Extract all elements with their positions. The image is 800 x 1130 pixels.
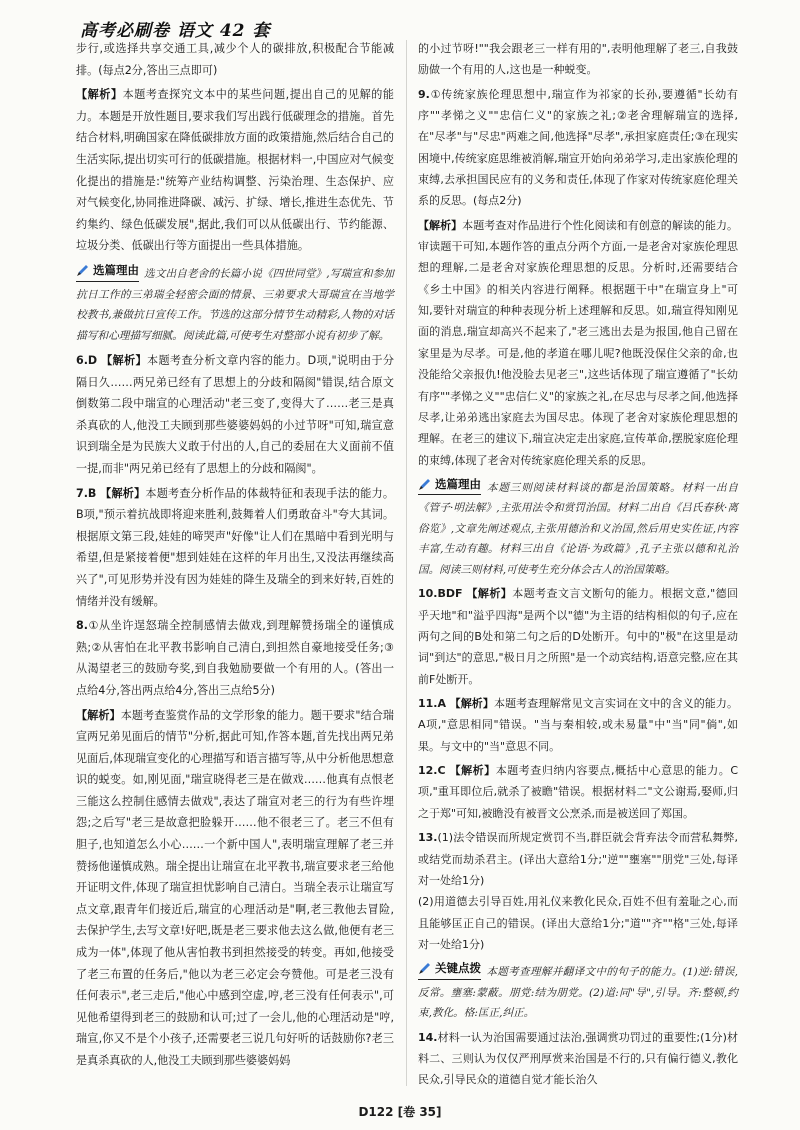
- reason-note-2: [418, 474, 738, 581]
- intro-analysis: [76, 84, 394, 257]
- question-13-part-2: (2)用道德去引导百姓,用礼仪来教化民众,百姓不但有羞耻之心,而且能够匡正自己的错误。(译出大意给1分;"道""齐""格"三处,每译对一处给1分): [418, 895, 738, 951]
- pen-icon: [76, 264, 90, 277]
- question-7: [76, 483, 394, 613]
- intro-answer: 步行,或选择共享交通工具,减少个人的碳排放,积极配合节能减排。(每点2分,答出三点即可): [76, 42, 394, 77]
- q6-text: 本题考查分析文章内容的能力。D项,"说明由于分隔日久……两兄弟已经有了思想上的分歧和隔阂"错误,结合原文倒数第二段中瑞宣的心理活动"老三变了,变得大了……老三是真杀真砍的人,他没工夫顾到那些婆婆妈妈的小过节呀"可知,瑞宣意识到瑞全是为民族大义敢于付出的人,自己的委屈在大义面前不值一提,而非"两兄弟已经有了思想上的分歧和隔阂"。: [76, 354, 394, 475]
- q12-number: 12.C: [418, 764, 446, 778]
- reason-note: [76, 260, 394, 347]
- reason-label-2: [418, 474, 481, 496]
- q11-tag: 【解析】: [449, 697, 494, 711]
- q12-text: 本题考查归纳内容要点,概括中心意思的能力。C项,"重耳即位后,就杀了被瞻"错误。根据材料二"文公谢焉,娶师,归之于郑"可知,被瞻没有被晋文公烹杀,而是被送回了郑国。: [418, 764, 739, 820]
- question-12: [418, 760, 738, 824]
- q9-tag: 【解析】: [418, 218, 463, 232]
- q6-tag: 【解析】: [101, 354, 147, 368]
- reason-label-text: 选篇理由: [93, 262, 139, 277]
- column-divider: [406, 40, 407, 1086]
- keypoint-note: [418, 958, 738, 1023]
- page-title: 高考必刷卷 语文 42 套: [80, 21, 271, 41]
- q8-answer: ①从坐许逞怒瑞全控制感情去做戏,到理解赞扬瑞全的谨慎成熟;②从害怕在北平教书影响自己清白,到担然自豪地接受任务;③从渴望老三的鼓励夸奖,到自我勉励要做一个有用的人。(答出一点给4分,答出两点给4分,答出三点给5分): [76, 619, 394, 697]
- reason-text: 选文出自老舍的长篇小说《四世同堂》,写瑞宣和参加抗日工作的三弟瑞全轻密会面的情景、三弟要求大哥瑞宣在当地学校教书,兼做抗日宣传工作。节选的这部分情节生动精彩,人物的对话描写和心理描写细腻。阅读此篇,可使考生对整部小说有初步了解。: [76, 266, 394, 343]
- analysis-text: 本题考查探究文本中的某些问题,提出自己的见解的能力。本题是开放性题目,要求我们写出践行低碳理念的措施。首先结合材料,明确国家在降低碳排放方面的政策措施,然后结合自己的生活实际,提出切实可行的低碳措施。根据材料一,中国应对气候变化提出的措施是:"统筹产业结构调整、污染治理、生态保护、应对气候变化,协同推进降碳、减污、扩绿、增长,推进生态优先、节约集约、绿色低碳发展",据此,我们可以从低碳出行、节约能源、垃圾分类、低碳出行等方面提出一些具体措施。: [76, 88, 394, 253]
- q14-text: 材料一认为治国需要通过法治,强调赏功罚过的重要性;(1分)材料二、三则认为仅仅严刑厚赏来治国是不行的,只有偏行德义,教化民众,引导民众的道德自觉才能长治久: [418, 1030, 738, 1087]
- q8-number: 8.: [76, 619, 88, 633]
- q9-answer: ①传统家族伦理思想中,瑞宣作为祁家的长孙,要遵循"长幼有序""孝悌之义""忠信仁义"的家族之礼;②老舍理解瑞宣的选择,在"尽孝"与"尽忠"两难之间,他选择"尽孝",承担家庭责任;③在现实困境中,传统家庭思维被消解,瑞宣开始向弟弟学习,走出家族伦理的束缚,去承担国民应有的义务和责任,体现了作家对传统家庭伦理关系的反思。(每点2分): [418, 87, 738, 208]
- q8-tag: 【解析】: [76, 708, 121, 722]
- q9-text: 本题考查对作品进行个性化阅读和有创意的解读的能力。审读题干可知,本题作答的重点分两个方面,一是老舍对家族伦理思想的理解,二是老舍对家族伦理思想的反思。分析时,还需要结合《乡土中国》的相关内容进行阐释。根据题干中"在瑞宣身上"可知,要针对瑞宣的种种表现分析上述理解和反思。如,瑞宣得知刚见面的消息,瑞宣却高兴不起来了,"老三逃出去是为报国,他自己留在家里是为尽孝。可是,他的孝道在哪儿呢?他既没保住父亲的命,也没能给父亲报仇!他没脸去见老三",这些话体现了瑞宣遵循了"长幼有序""孝悌之义""忠信仁义"的家族之礼,在尽忠与尽孝之间,他选择尽孝,让弟弟逃出家庭去为国尽忠。体现了老舍对家族伦理思想的理解。在老三的建议下,瑞宣决定走出家庭,宣传革命,摆脱家庭伦理的束缚,体现了老舍对传统家庭伦理关系的反思。: [418, 218, 739, 467]
- q7-number: 7.B: [76, 486, 97, 500]
- q13-number: 13.: [418, 831, 438, 845]
- analysis-tag: 【解析】: [76, 88, 123, 102]
- question-8-answer: [76, 615, 394, 701]
- question-14: [418, 1027, 738, 1091]
- q7-text: 本题考查分析作品的体裁特征和表现手法的能力。B项,"预示着抗战即将迎来胜利,鼓舞着人们勇敢奋斗"夸大其词。根据原文第三段,娃娃的啼哭声"好像"让人们在黑暗中看到光明与希望,但是紧接着便"想到娃娃在这样的年月出生,又没法再继续高兴了",可见形势并没有因为娃娃的降生及瑞全的到来好转,百姓的情绪并没有缓解。: [76, 486, 394, 608]
- reason-text-2: 本题三则阅读材料谈的都是治国策略。材料一出自《管子·明法解》,主张用法令和赏罚治国。材料二出自《吕氏春秋·离俗览》,文章先阐述观点,主张用德治和义治国,然后用史实佐证,内容丰富,生动有趣。材料三出自《论语·为政篇》,孔子主张以德和礼治国。阅读三则材料,可使考生充分体会古人的治国策略。: [418, 481, 738, 576]
- page-footer: D122 [卷 35]: [358, 1105, 442, 1119]
- q11-number: 11.A: [418, 697, 446, 711]
- keypoint-label-text: 关键点拨: [435, 961, 481, 976]
- reason-label: [76, 260, 139, 282]
- q8-text: 本题考查鉴赏作品的文学形象的能力。题干要求"结合瑞宣两兄弟见面后的情节"分析,据此可知,作答本题,首先找出两兄弟见面后,体现瑞宣变化的心理描写和语言描写等,从中分析他思想意识的蜕变。如,刚见面,"瑞宣晓得老三是在做戏……他真有点恨老三能这么控制住感情去做戏",表达了瑞宣对老三的行为有些许埋怨;之后写"老三是故意把脸躲开……他不很老三了。老三不但有胆子,也知道怎么小心……一个新中国人",表明瑞宣理解了老三并赞扬他谨慎成熟。瑞全提出让瑞宣在北平教书,瑞宣要求老三给他开证明文件,体现了瑞宣担忧影响自己清白。当瑞全表示让瑞宣写点文章,跟青年们接近后,瑞宣的心理活动是"啊,老三教他去冒险,去保护学生,去写文章!好吧,既是老三要求他去这么做,他便有老三成为一体",体现了他从害怕教书到担然接受的转变。再如,他接受了老三布置的任务后,"他以为老三必定会夸赞他。可是老三没有任何表示",老三走后,"他心中感到空虚,哼,老三没有任何表示",可见他希望得到老三的鼓励和认可;过了一会儿,他的心理活动是"哼,瑞宣,你又不是个小孩子,还需要老三说几句好听的话鼓励你?老三是真杀真砍的人,他没工夫顾到那些婆婆妈妈: [76, 708, 394, 1068]
- q13-1: (1)法令错误而所规定赏罚不当,群臣就会背弃法令而营私舞弊,或结党而劫杀君主。(译出大意给1分;"逆""壅塞""朋党"三处,每译对一处给1分): [418, 831, 738, 887]
- question-11: [418, 693, 738, 757]
- q8-continuation: 的小过节呀!""我会跟老三一样有用的",表明他理解了老三,自我鼓励做一个有用的人,这也是一种蜕变。: [418, 42, 738, 77]
- pen-icon: [418, 962, 432, 975]
- question-6: [76, 350, 394, 480]
- q9-number: 9.: [418, 87, 430, 101]
- q14-number: 14.: [418, 1030, 438, 1044]
- question-10: [418, 583, 738, 690]
- keypoint-label: [418, 958, 481, 980]
- question-8-analysis: [76, 705, 394, 1072]
- q6-number: 6.D: [76, 354, 98, 368]
- pen-icon: [418, 478, 432, 491]
- q11-text: 本题考查理解常见文言实词在文中的含义的能力。A项,"意思相同"错误。"当与秦相较,或未易量"中"当"同"倘",如果。与文中的"当"意思不同。: [418, 697, 739, 753]
- question-9-analysis: [418, 215, 738, 471]
- q12-tag: 【解析】: [449, 764, 496, 778]
- left-column: [76, 38, 394, 1092]
- question-9-answer: [418, 84, 738, 212]
- reason-label-2-text: 选篇理由: [435, 476, 481, 491]
- right-column: [418, 38, 738, 1092]
- q7-tag: 【解析】: [100, 486, 146, 500]
- q10-number: 10.BDF: [418, 587, 463, 601]
- keypoint-text: 本题考查理解并翻译文中的句子的能力。(1)逆:错误,反常。壅塞:蒙蔽。朋党:结为朋党。(2)道:同"导",引导。齐:整顿,约束,教化。格:匡正,纠正。: [418, 965, 738, 1020]
- q10-text: 本题考查文言文断句的能力。根据文意,"德回乎天地"和"溢乎四海"是两个以"德"为主语的结构相似的句子,应在两句之间的B处和第二句之后的D处断开。句中的"极"在这里是动词"到达"的意思,"极日月之所照"是一个动宾结构,语意完整,应在其前F处断开。: [418, 587, 739, 686]
- question-13-part-1: [418, 827, 738, 891]
- q10-tag: 【解析】: [466, 587, 513, 601]
